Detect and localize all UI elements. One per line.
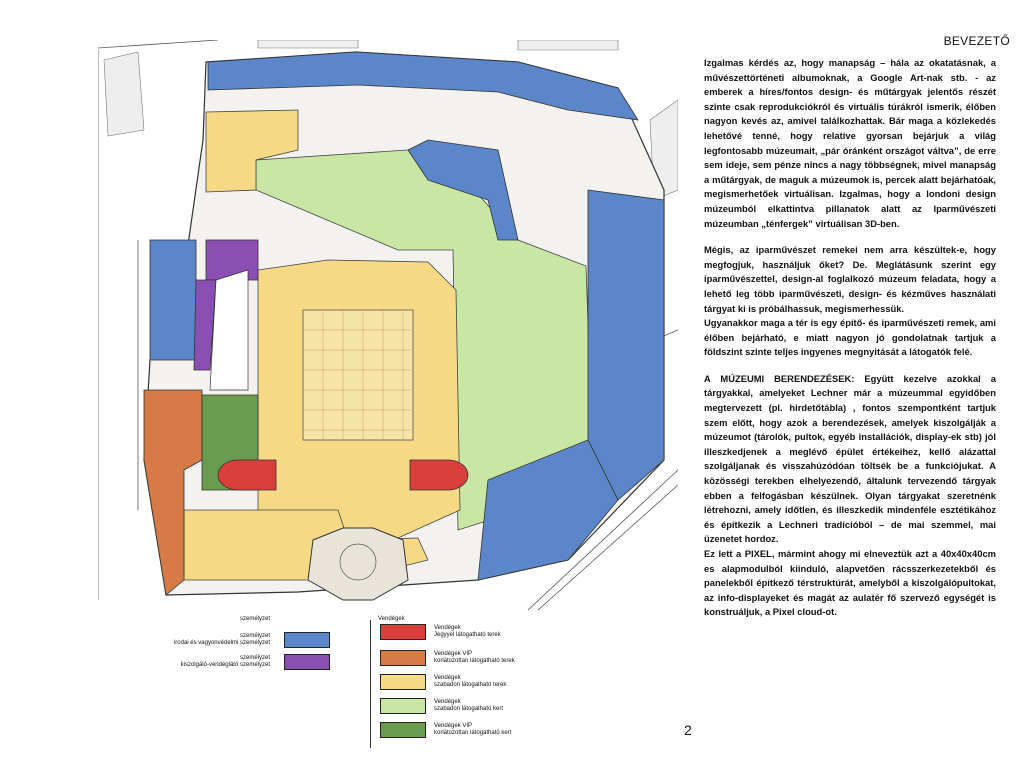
zone-staff-office-west xyxy=(150,240,196,360)
paragraph-pixel: Ez lett a PIXEL, mármint ahogy mi elneveztük azt a 40x40x40cm es alapmodulból kiinduló, alapvetően rácsszerkezetekből és panelekből építkező térstruktúrát, amelyből a kiszolgálópultokat, az info-displayeket és magát az aulatér fő szervező egységét is konstruáljuk, a Pixel cloud-ot. xyxy=(704,548,996,618)
legend-swatch xyxy=(380,650,426,666)
legend-sublabel: korlátozottan látogatható terek xyxy=(434,658,515,664)
legend-item-free-garden xyxy=(380,698,544,714)
paragraph-space: Ugyanakkor maga a tér is egy építő- és iparművészeti remek, ami élőben bejárható, e miatt nagyon jó gondolatnak tartjuk a földszint szinte teljes ingyenes megnyitását a látogatók felé. xyxy=(704,317,996,358)
legend-swatch xyxy=(284,654,330,670)
legend-label: Vendégek xyxy=(434,699,461,705)
floor-plan xyxy=(98,40,678,610)
legend-sublabel: Jegyyel látogatható terek xyxy=(434,632,501,638)
legend-swatch xyxy=(284,632,330,648)
legend-label: személyzet xyxy=(239,655,270,661)
paragraph-furniture: A MÚZEUMI BERENDEZÉSEK: Együtt kezelve azokkal a tárgyakkal, amelyeket Lechner már a múzeummal egyidőben megtervezett (pl. hirdetőtábla) , fontos szempontként tartjuk szem előtt, hogy azok a berendezések, amelyek kiszolgálják a múzeumot (tárolók, pultok, egyéb installációk, display-ek stb) jól illeszkedjenek a meglévő épület értékeihez, kellő alázattal szolgáljanak és visszahúzódóan töltsék be a funkciójukat. A közösségi terekben elhelyezendő, általunk tervezendő tárgyak ebben a felfogásban készülnek. Olyan tárgyakat szeretnénk létrehozni, amely időtlen, és illeszkedik mindenféle esztétikához és építkezik a Lechneri tradícióból – de mai szemmel, mai üzenetet hordoz. xyxy=(704,372,996,545)
body-text xyxy=(704,56,996,632)
legend-label: személyzet xyxy=(239,633,270,639)
paragraph-intro: Izgalmas kérdés az, hogy manapság – hála az okatatásnak, a művészettörténeti albumoknak, a Google Art-nak stb. - az emberek a híres/fontos design- és műtárgyak jelentős részét szinte csak reprodukciókról és virtuális túrákról ismerik, élőben nagyon kevés az, amivel találkozhattak. Bár maga a közlekedés lehetővé tenné, hogy relatíve gyorsan bejárjuk a világ legfontosabb múzeumait, „pár óránként országot váltva”, de erre sem ideje, sem pénze nincs a nagy többségnek, mivel manapság a műtárgyak, de maguk a múzeumok is, percek alatt bejárhatóak, megismerhetőek virtuálisan. Izgalmas, hogy a londoni design múzeumból elkattintva pillanatok alatt az Iparművészeti múzeumban „ténfergek” virtuálisan 3D-ben. xyxy=(704,57,996,229)
legend-divider xyxy=(370,620,371,748)
zone-ticketed-west xyxy=(218,460,276,490)
legend-swatch xyxy=(380,674,426,690)
atrium-grid xyxy=(303,310,413,440)
legend-swatch xyxy=(380,698,426,714)
legend-sublabel: szabadon látogatható terek xyxy=(434,682,507,688)
legend-item-staff-service xyxy=(120,654,330,670)
section-heading: BEVEZETŐ xyxy=(943,34,1010,48)
zone-staff-service-a xyxy=(206,240,258,280)
zone-staff-office-east xyxy=(588,190,664,500)
light-well xyxy=(210,270,248,390)
legend-swatch xyxy=(380,722,426,738)
legend-guest-header: Vendégek xyxy=(378,616,405,622)
legend-label: Vendégek xyxy=(434,625,461,631)
legend-sublabel: szabadon látogatható kert xyxy=(434,706,504,712)
legend-sublabel: irodai és vagyonvédelmi személyzet xyxy=(173,640,270,646)
legend-item-vip-ticketed xyxy=(380,650,544,666)
legend-sublabel: korlátozottan látogatható kert xyxy=(434,730,512,736)
floor-plan-drawing xyxy=(98,40,678,610)
page-number: 2 xyxy=(684,722,692,738)
legend-label: Vendégek xyxy=(434,675,461,681)
legend-staff-header: személyzet xyxy=(240,616,271,622)
legend-item-free-interior xyxy=(380,674,544,690)
plan-legend xyxy=(120,612,580,752)
legend-label: Vendégek VIP xyxy=(434,723,473,729)
legend-item-vip-garden xyxy=(380,722,544,738)
legend-item-staff-office xyxy=(120,632,330,648)
zone-ticketed-east xyxy=(410,460,468,490)
legend-label: Vendégek VIP xyxy=(434,651,473,657)
legend-sublabel: kiszolgáló-vendéglátó személyzet xyxy=(180,662,270,668)
legend-swatch xyxy=(380,624,426,640)
paragraph-question: Mégis, az iparművészet remekei nem arra készültek-e, hogy megfogjuk, használjuk őket? De. Meglátásunk szerint egy iparművészettel, design-al foglalkozó múzeum feladata, hogy a lehető leg több iparművészeti, design- és kézműves használati tárgyat ki is próbálhassuk, megismerhessük. xyxy=(704,244,996,314)
legend-item-ticketed xyxy=(380,624,544,640)
